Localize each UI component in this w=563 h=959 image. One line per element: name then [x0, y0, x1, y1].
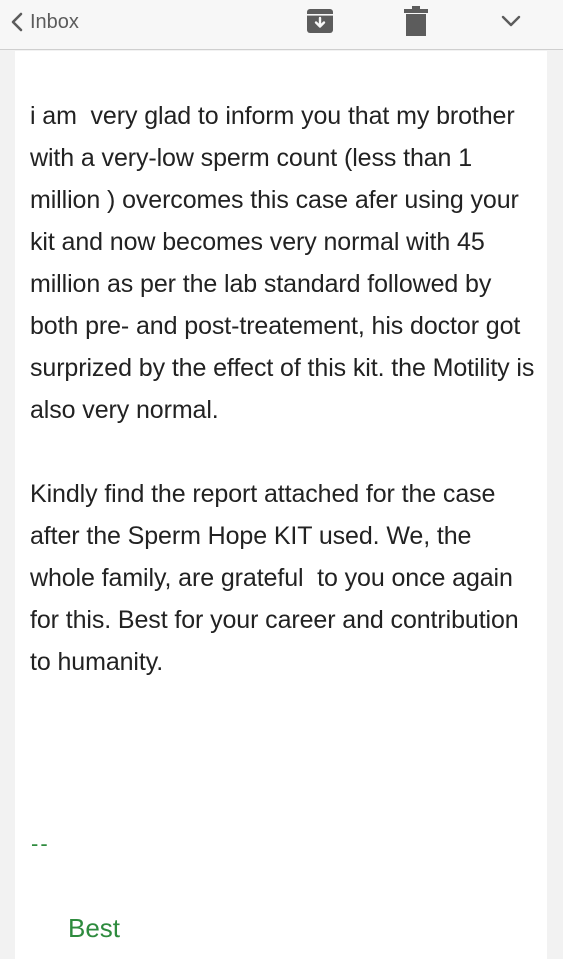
archive-box-icon [306, 7, 334, 35]
back-to-inbox-button[interactable] [10, 8, 79, 36]
mail-toolbar [0, 0, 563, 50]
archive-button[interactable] [305, 6, 335, 36]
message-body [15, 51, 547, 959]
chevron-left-icon [10, 12, 24, 32]
delete-button[interactable] [401, 6, 431, 36]
trash-icon [404, 6, 428, 36]
message-paragraph-2: Kindly find the report attached for the case after the Sperm Hope KIT used. We, the whole family, are grateful to you once again for this. Best for your career and contribution to humanity. [30, 480, 526, 676]
message-paragraph-1: i am very glad to inform you that my brother with a very-low sperm count (less than 1 million ) overcomes this case afer using your kit and now becomes very normal with 45 million as per the lab standard followed by both pre- and post-treatement, his doctor got surprized by the effect of this kit. the Motility is also very normal. [30, 102, 542, 424]
signature-separator: -- [31, 831, 50, 856]
more-button[interactable] [496, 6, 526, 36]
chevron-down-icon [500, 14, 522, 28]
back-label: Inbox [30, 10, 79, 33]
signature-text: Best [68, 913, 121, 943]
